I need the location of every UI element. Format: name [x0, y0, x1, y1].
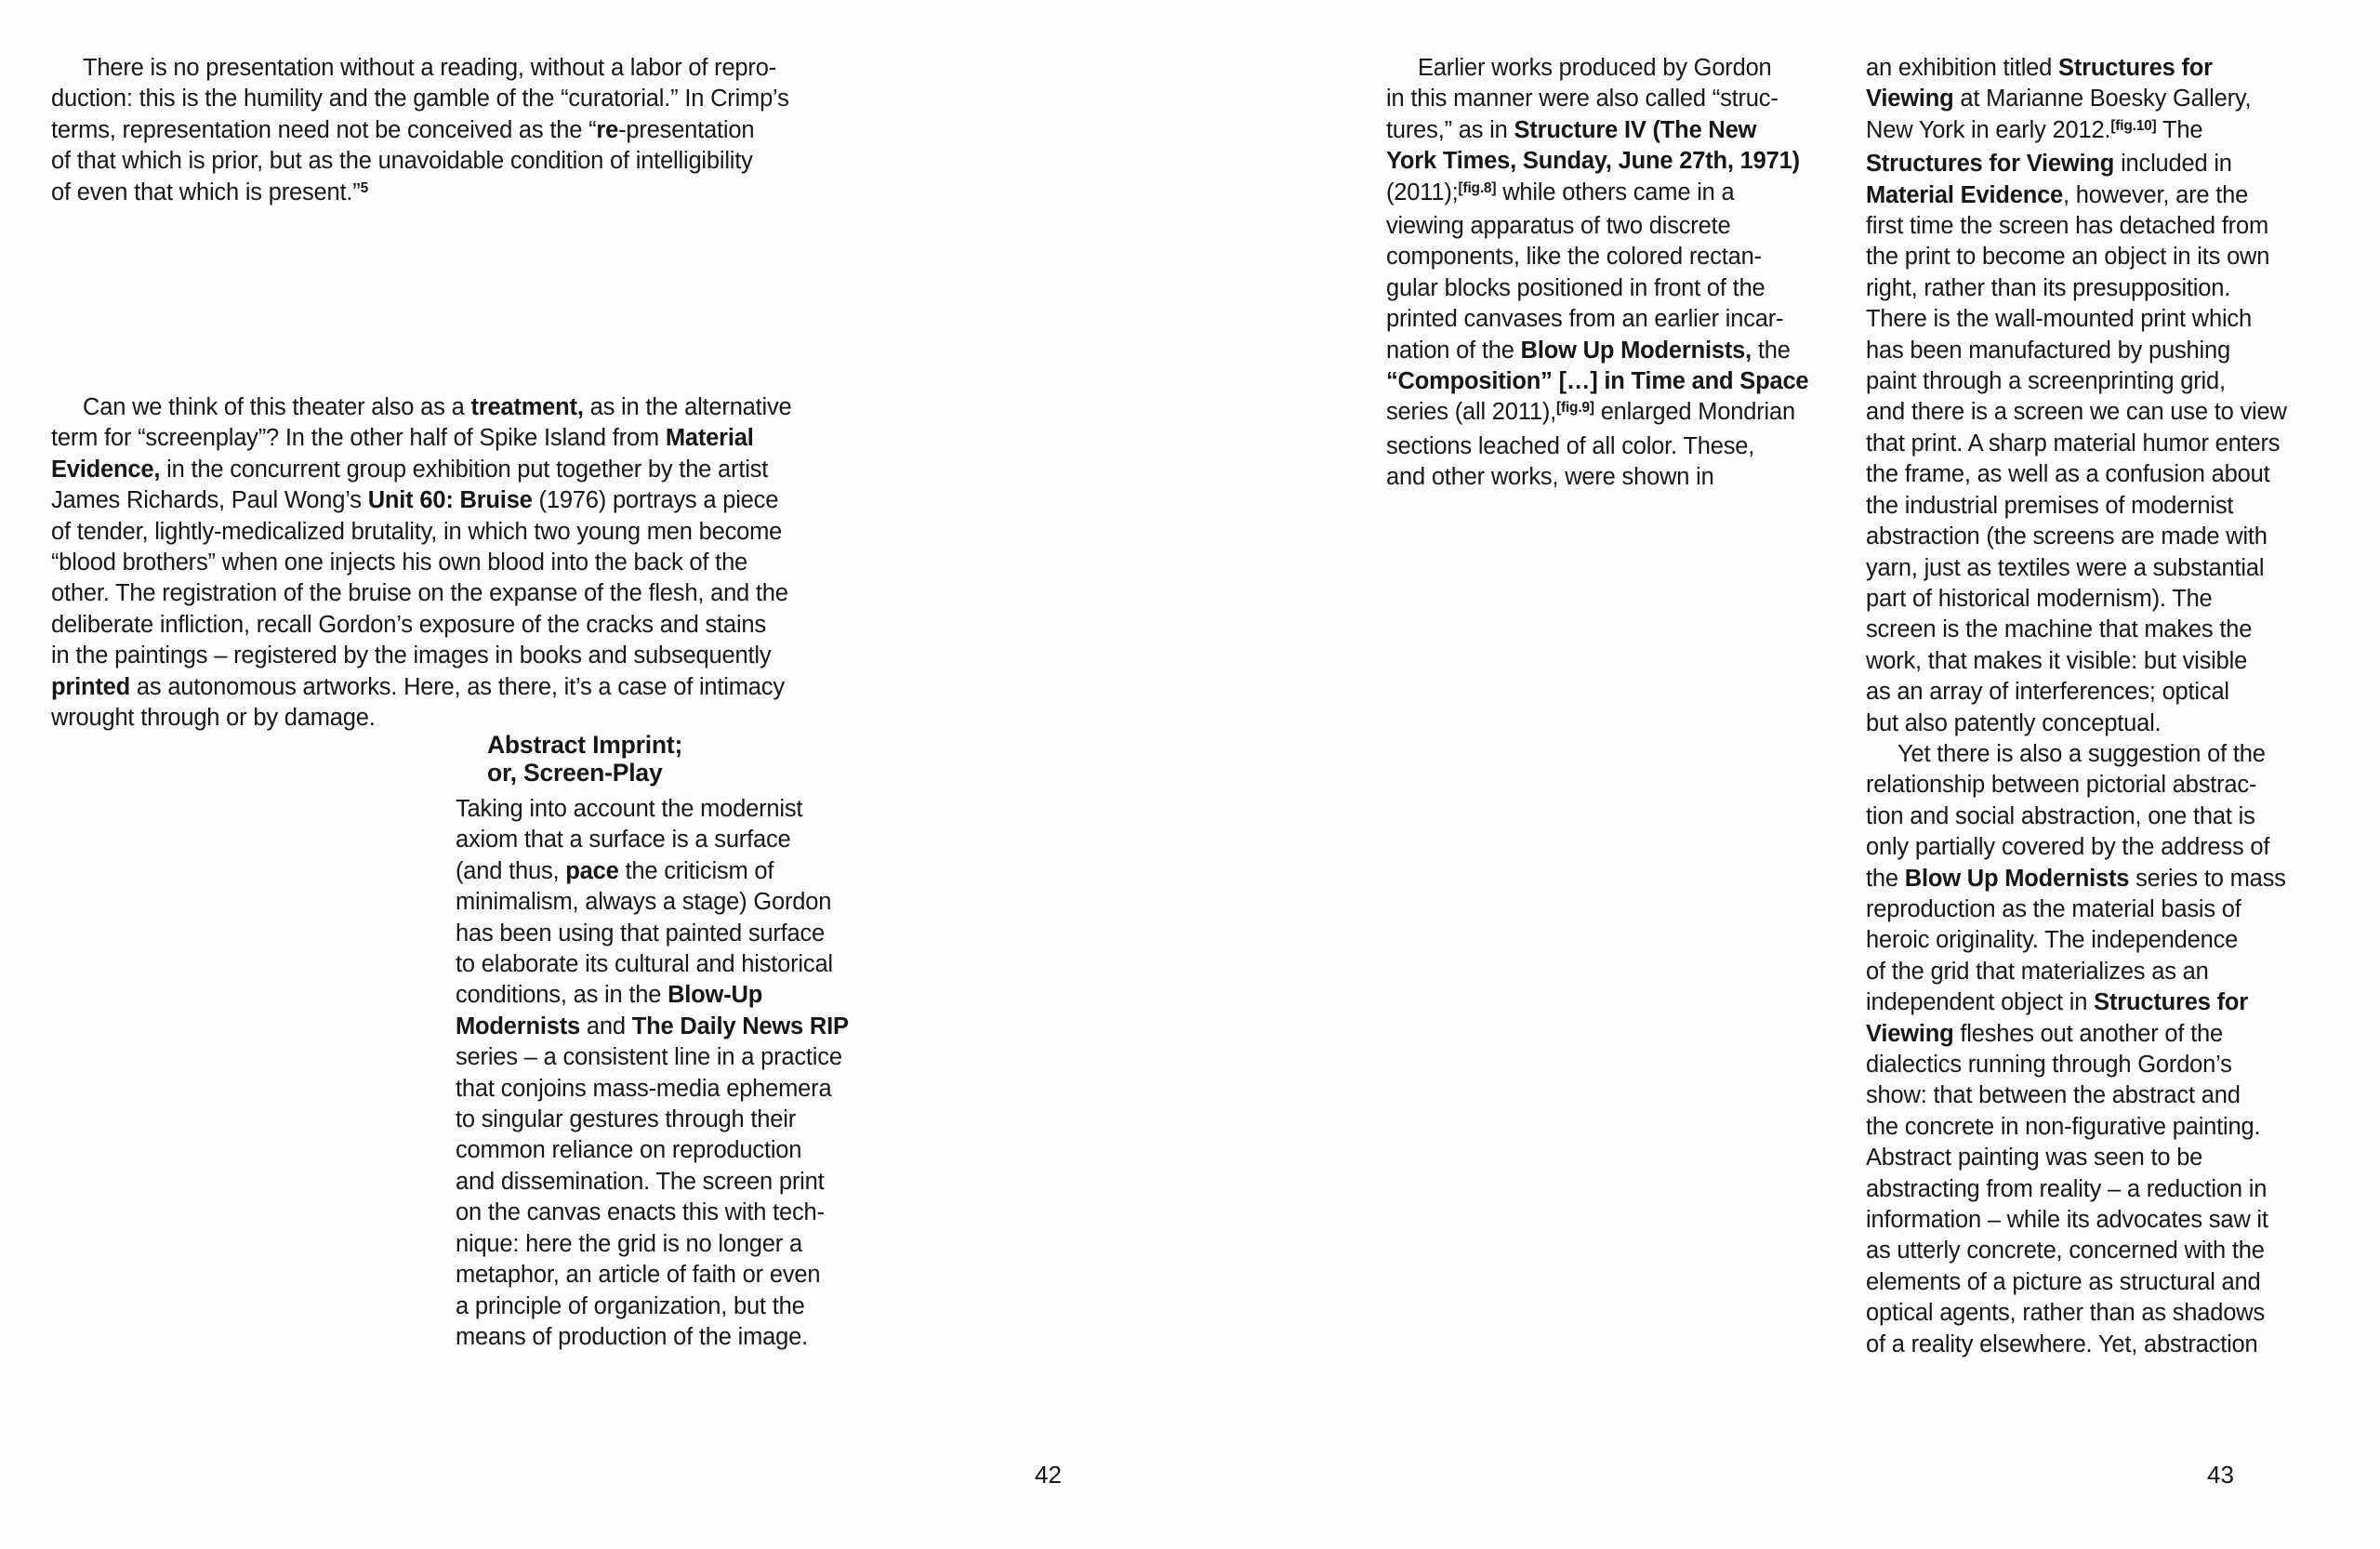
- page42-main-column: [51, 53, 906, 735]
- paragraph-abstract-imprint: Taking into account the modernist axiom that a surface is a surface (and thus, pace the criticism of minimalism, always a stage) Gordon has been using that painted surface to elaborate its cultural and historical conditions, as in the Blow-Up Modernists and The Daily News RIP series – a consistent line in a practice that conjoins mass-media ephemera to singular gestures through their common reliance on reproduction and dissemination. The screen print on the canvas enacts this with tech- nique: here the grid is no longer a metaphor, an article of faith or even a principle of organization, but the means of production of the image.: [456, 796, 849, 1350]
- section-heading: [487, 731, 911, 787]
- paragraph-earlier-works: Earlier works produced by Gordon in this manner were also called “struc- tures,” as in Structure IV (The New York Times, Sunday, June 27th, 1971) (2011);[fig.8] while others came in a viewing apparatus of two discrete components, like the colored rectan- gular blocks positioned in front of the printed canvases from an earlier incar- nation of the Blow Up Modernists, the “Composition” […] in Time and Space series (all 2011),[fig.9] enlarged Mondrian sections leached of all color. These, and other works, were shown in: [1386, 55, 1809, 491]
- page42-sub-column: [456, 731, 911, 1353]
- page-number-right: 43: [2207, 1461, 2234, 1489]
- paragraph-structures-for-viewing: an exhibition titled Structures for Viewing at Marianne Boesky Gallery, New York in early 2012.[fig.10] The Structures for Viewing included in Material Evidence, however, are the first time the screen has detached from the print to become an object in its own right, rather than its presupposition. There is the wall-mounted print which has been manufactured by pushing paint through a screenprinting grid, and there is a screen we can use to view that print. A sharp material humor enters the frame, as well as a confusion about the industrial premises of modernist abstraction (the screens are made with yarn, just as textiles were a substantial part of historical modernism). The screen is the machine that makes the work, that makes it visible: but visible as an array of interferences; optical but also patently conceptual. Yet there is also a suggestion of the relationship between pictorial abstrac- tion and social abstraction, one that is only partially covered by the address of the Blow Up Modernists series to mass reproduction as the material basis of heroic originality. The independence of the grid that materializes as an independent object in Structures for Viewing fleshes out another of the dialectics running through Gordon’s show: that between the abstract and the concrete in non-figurative painting. Abstract painting was seen to be abstracting from reality – a reduction in information – while its advocates saw it as utterly concrete, concerned with the elements of a picture as structural and optical agents, rather than as shadows of a reality elsewhere. Yet, abstraction: [1866, 55, 2287, 1357]
- paragraph-treatment: Can we think of this theater also as a treatment, as in the alternative term for “screenplay”? In the other half of Spike Island from Material Evidence, in the concurrent group exhibition put together by the artist James Richards, Paul Wong’s Unit 60: Bruise (1976) portrays a piece of tender, lightly-medicalized brutality, in which two young men become “blood brothers” when one injects his own blood into the back of the other. The registration of the bruise on the expanse of the flesh, and the deliberate infliction, recall Gordon’s exposure of the cracks and stains in the paintings – registered by the images in books and subsequently printed as autonomous artworks. Here, as there, it’s a case of intimacy wrought through or by damage.: [51, 394, 792, 732]
- page43-column-1: [1386, 53, 1862, 494]
- section-heading-line2: or, Screen-Play: [487, 759, 663, 787]
- page-number-left: 42: [1035, 1461, 1062, 1489]
- page-43: [1190, 0, 2380, 1549]
- section-heading-line1: Abstract Imprint;: [487, 731, 683, 759]
- paragraph-curatorial: There is no presentation without a reading, without a labor of repro- duction: this is the humility and the gamble of the “curatorial.” In Crimp’s terms, representation need not be conceived as the “re-presentation of that which is prior, but as the unavoidable condition of intelligibility of even that which is present.”$^5$: [51, 55, 789, 205]
- page43-column-2: [1866, 53, 2368, 1360]
